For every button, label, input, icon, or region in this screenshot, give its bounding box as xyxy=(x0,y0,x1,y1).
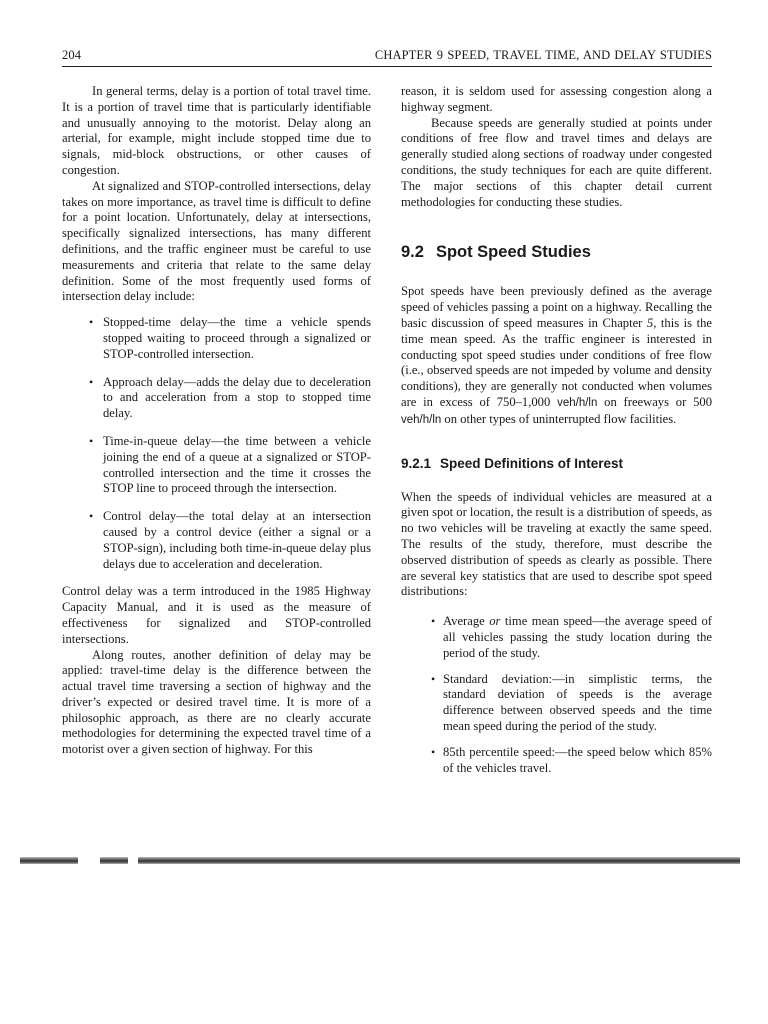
paragraph: Along routes, another definition of delay may be applied: travel-time delay is the difference between the actual travel time traversing a section of highway and the driver’s expected or desired travel time. It is more of a philosophic approach, as there are no clearly accurate methodologies for determining the expected travel time of a motorist over a given section of highway. For this xyxy=(62,647,371,757)
list-item-text: Stopped-time delay—the time a vehicle spends stopped waiting to proceed through a signalized or STOP-controlled intersection. xyxy=(103,315,371,361)
list-item-text: 85th percentile speed:—the speed below which 85% of the vehicles travel. xyxy=(443,744,712,775)
speed-statistics-list xyxy=(401,614,712,776)
bullet-icon: • xyxy=(89,509,94,524)
list-item xyxy=(401,614,712,661)
bullet-icon: • xyxy=(89,374,94,389)
paragraph xyxy=(401,284,712,428)
right-column xyxy=(401,84,712,786)
section-title: Spot Speed Studies xyxy=(435,243,591,262)
subsection-title: Speed Definitions of Interest xyxy=(440,455,624,471)
scan-artifact xyxy=(20,857,78,864)
list-item xyxy=(62,509,371,572)
list-item xyxy=(62,315,371,362)
list-item xyxy=(401,745,712,777)
header-rule xyxy=(62,66,712,67)
subsection-heading xyxy=(401,455,712,472)
scan-artifact xyxy=(138,857,740,864)
list-item-text: Time-in-queue delay—the time between a vehicle joining the end of a queue at a signalized or STOP-controlled intersection and the time it crosses the STOP line to proceed through the intersection. xyxy=(103,433,371,496)
bullet-icon: • xyxy=(89,433,94,448)
list-item xyxy=(401,672,712,735)
scan-artifact xyxy=(100,857,128,864)
text-run: Average xyxy=(443,614,490,629)
list-item xyxy=(62,375,371,422)
list-item-text: Approach delay—adds the delay due to deceleration to and acceleration from a stop to stopped time delay. xyxy=(103,374,371,421)
list-item-text: Standard deviation:—in simplistic terms, the standard deviation of speeds is the average difference between observed speeds and the time mean speed during the period of the study. xyxy=(443,671,712,733)
page-number: 204 xyxy=(62,48,82,62)
text-run: on other types of uninterrupted flow facilities. xyxy=(441,411,677,426)
delay-types-list xyxy=(62,315,371,572)
paragraph: When the speeds of individual vehicles are measured at a given spot or location, the result is a distribution of speeds, as no two vehicles will be traveling at exactly the same speed. The results of the study, therefore, must describe the observed distribution of speeds as clearly as possible. There are several key statistics that are used to describe spot speed distributions: xyxy=(401,489,712,599)
text-run: on freeways or 500 xyxy=(597,394,712,409)
bullet-icon: • xyxy=(89,315,94,330)
text-run: Spot speeds have been previously defined as the average speed of vehicles passing a point on a highway. Recalling the basic discussion of speed measures in Chapter xyxy=(401,284,712,330)
bullet-icon: • xyxy=(431,744,436,759)
paragraph: Because speeds are generally studied at points under conditions of free flow and travel times and delays are generally studied along sections of roadway under congested conditions, the study techniques for each are quite different. The major sections of this chapter detail current methodologies for conducting these studies. xyxy=(401,115,712,209)
paragraph: reason, it is seldom used for assessing congestion along a highway segment. xyxy=(401,84,712,114)
list-item xyxy=(62,434,371,497)
bullet-icon: • xyxy=(431,671,436,686)
paragraph: Control delay was a term introduced in the 1985 Highway Capacity Manual, and it is used as the measure of effectiveness for signalized and STOP-controlled intersections. xyxy=(62,584,371,646)
bullet-icon: • xyxy=(431,614,436,629)
text-run: or xyxy=(489,614,501,629)
chapter-ref: 5 xyxy=(646,315,654,330)
section-number: 9.2 xyxy=(401,243,424,262)
chapter-title: CHAPTER 9 SPEED, TRAVEL TIME, AND DELAY STUDIES xyxy=(374,48,712,62)
section-heading xyxy=(401,242,712,262)
subsection-number: 9.2.1 xyxy=(401,455,432,471)
text-run: , this is the time mean speed. As the traffic engineer is interested in conducting spot speed studies under conditions of free flow (i.e., observed speeds are not impeded by volume and density conditions), they are generally not conducted when volumes are in excess of 750–1,000 xyxy=(401,315,713,409)
paragraph: In general terms, delay is a portion of total travel time. It is a portion of travel time that is particularly identifiable and unusually annoying to the motorist. Delay along an arterial, for example, might include stopped time due to signals, mid-block obstructions, or other causes of congestion. xyxy=(62,84,371,177)
list-item-text: Control delay—the total delay at an intersection caused by a control device (either a signal or a STOP-sign), including both time-in-queue delay plus delays due to acceleration and deceleration. xyxy=(103,509,371,571)
text-run: time mean speed—the average speed of all vehicles passing the study location during the period of the study. xyxy=(443,614,712,660)
left-column xyxy=(62,84,371,758)
paragraph: At signalized and STOP-controlled intersections, delay takes on more importance, as travel time is difficult to define for a point location. Unfortunately, delay at intersections, specifically signalized intersections, has many different definitions, and the traffic engineer must be careful to use measurements and criteria that relate to the same delay definition. Some of the most frequently used forms of intersection delay include: xyxy=(62,178,371,304)
unit: veh/h/ln xyxy=(557,396,598,409)
unit: veh/h/ln xyxy=(401,413,442,426)
